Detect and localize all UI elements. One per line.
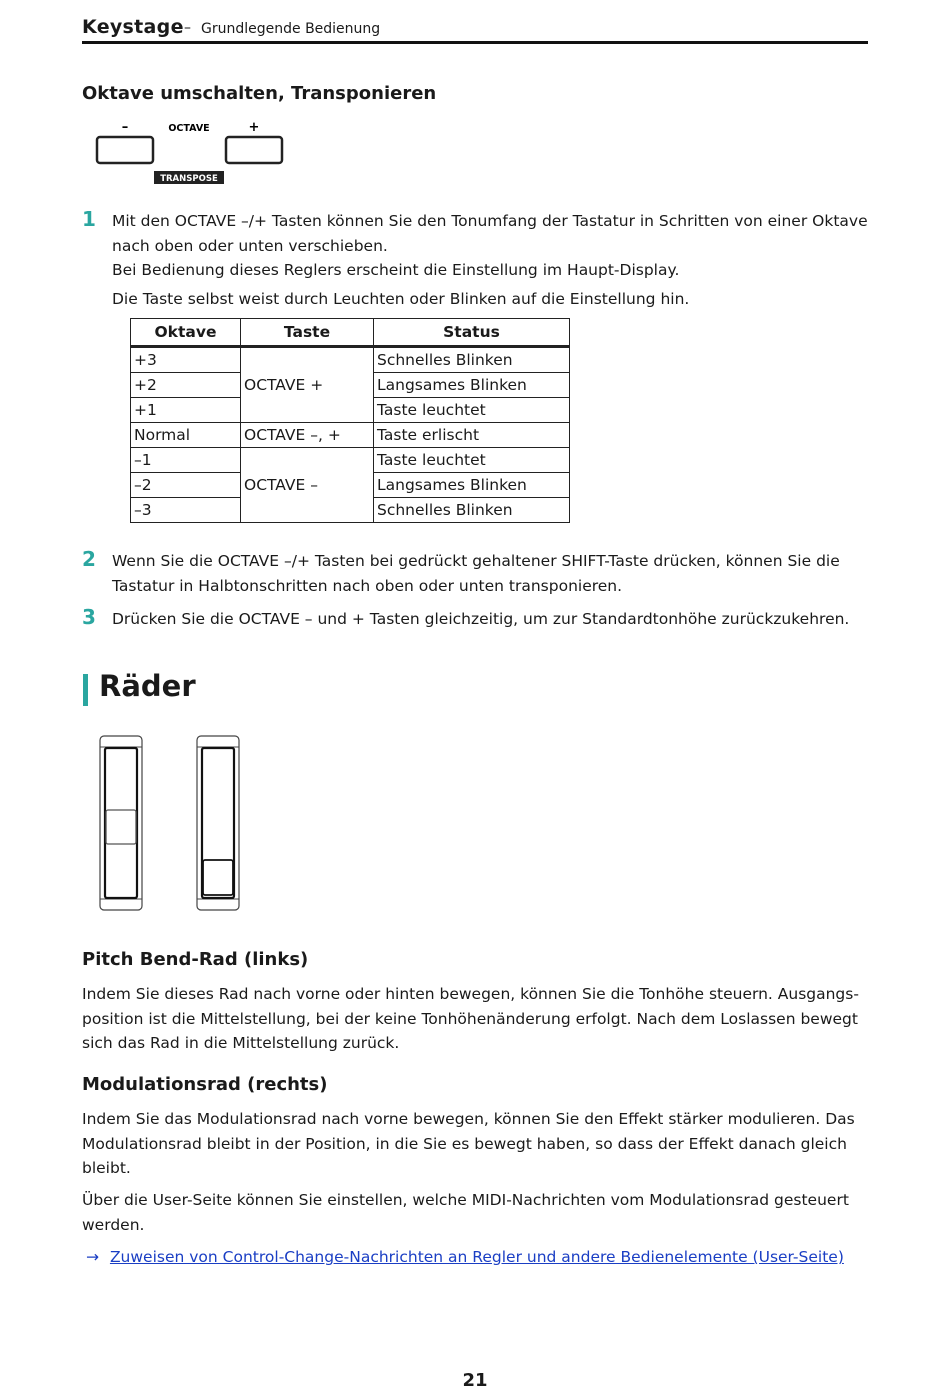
table-cell-oktave: +1 — [131, 398, 241, 423]
modulation-line: bleibt. — [82, 1159, 131, 1177]
pitch-bend-title: Pitch Bend-Rad (links) — [82, 949, 309, 970]
wheels-section-title: Räder — [99, 669, 196, 703]
step-1-line: Die Taste selbst weist durch Leuchten oder Blinken auf die Einstellung hin. — [112, 289, 690, 308]
table-cell-status: Schnelles Blinken — [374, 347, 570, 373]
step-1-text — [112, 209, 872, 311]
step-1-line: Mit den OCTAVE –/+ Tasten können Sie den Tonumfang der Tastatur in Schritten von einer Oktave — [112, 212, 868, 230]
user-page-link[interactable]: Zuweisen von Control-Change-Nachrichten an Regler und andere Bedienelemente (User-Seite) — [109, 1248, 844, 1266]
octave-minus-label: – — [121, 120, 129, 135]
step-2-line: Wenn Sie die OCTAVE –/+ Tasten bei gedrückt gehaltener SHIFT-Taste drücken, können Sie die — [112, 552, 840, 570]
modulation-title: Modulationsrad (rechts) — [82, 1074, 328, 1095]
modulation-wheel-icon — [197, 736, 239, 910]
table-cell-taste: OCTAVE + — [241, 347, 374, 423]
pitch-bend-text — [82, 982, 872, 1056]
step-2-number: 2 — [82, 547, 96, 571]
octave-panel-label: OCTAVE — [168, 123, 210, 134]
modulation-line: werden. — [82, 1215, 145, 1234]
octave-section-title: Oktave umschalten, Transponieren — [82, 83, 437, 104]
header-subtitle: Grundlegende Bedienung — [201, 21, 381, 37]
table-row — [131, 448, 570, 473]
table-cell-status: Taste erlischt — [374, 423, 570, 448]
header-separator: – — [184, 20, 191, 36]
step-2-text — [112, 549, 872, 598]
step-3-text: Drücken Sie die OCTAVE – und + Tasten gleichzeitig, um zur Standardtonhöhe zurückzukehren. — [112, 610, 850, 628]
pitch-bend-line: position ist die Mittelstellung, bei der keine Tonhöhenänderung erfolgt. Nach dem Loslassen bewegt — [82, 1009, 858, 1028]
header-rule — [82, 41, 868, 44]
table-cell-oktave: +2 — [131, 373, 241, 398]
table-row — [131, 347, 570, 373]
page-number: 21 — [462, 1370, 488, 1391]
table-header-oktave: Oktave — [131, 319, 241, 347]
modulation-line: Indem Sie das Modulationsrad nach vorne bewegen, können Sie den Effekt stärker modulieren. Das — [82, 1110, 855, 1128]
transpose-label: TRANSPOSE — [160, 174, 218, 184]
table-cell-status: Taste leuchtet — [374, 448, 570, 473]
table-cell-oktave: –1 — [131, 448, 241, 473]
table-cell-oktave: Normal — [131, 423, 241, 448]
step-1-line: nach oben oder unten verschieben. — [112, 236, 388, 255]
table-cell-status: Taste leuchtet — [374, 398, 570, 423]
table-cell-oktave: –3 — [131, 498, 241, 523]
pitch-bend-line: sich das Rad in die Mittelstellung zurück. — [82, 1034, 400, 1052]
octave-minus-button — [97, 137, 153, 163]
table-row — [131, 423, 570, 448]
octave-plus-label: + — [248, 120, 260, 135]
cross-reference — [86, 1245, 876, 1270]
octave-status-table — [130, 318, 570, 523]
step-1-number: 1 — [82, 207, 96, 231]
octave-panel-illustration — [90, 116, 290, 188]
section-accent-bar — [83, 674, 88, 706]
wheels-illustration — [95, 733, 247, 915]
pitch-bend-wheel-icon — [100, 736, 142, 910]
table-header-taste: Taste — [241, 319, 374, 347]
table-header-status: Status — [374, 319, 570, 347]
step-1-line: Bei Bedienung dieses Reglers erscheint die Einstellung im Haupt-Display. — [112, 261, 680, 279]
step-2-line: Tastatur in Halbtonschritten nach oben oder unten transponieren. — [112, 576, 623, 595]
arrow-right-icon: → — [86, 1248, 99, 1266]
modulation-user-page-text — [82, 1188, 872, 1237]
table-cell-oktave: –2 — [131, 473, 241, 498]
modulation-line: Modulationsrad bleibt in der Position, in die Sie es bewegt haben, so dass der Effekt danach gleich — [82, 1134, 847, 1153]
table-cell-taste: OCTAVE –, + — [241, 423, 374, 448]
header-brand: Keystage — [82, 16, 184, 38]
table-cell-status: Langsames Blinken — [374, 473, 570, 498]
table-cell-taste: OCTAVE – — [241, 448, 374, 523]
table-cell-oktave: +3 — [131, 347, 241, 373]
step-3-number: 3 — [82, 605, 96, 629]
table-cell-status: Langsames Blinken — [374, 373, 570, 398]
octave-plus-button — [226, 137, 282, 163]
modulation-text — [82, 1107, 872, 1181]
pitch-bend-line: Indem Sie dieses Rad nach vorne oder hinten bewegen, können Sie die Tonhöhe steuern. Ausgangs- — [82, 985, 859, 1003]
modulation-line: Über die User-Seite können Sie einstellen, welche MIDI-Nachrichten vom Modulationsrad gesteuert — [82, 1191, 849, 1209]
table-cell-status: Schnelles Blinken — [374, 498, 570, 523]
